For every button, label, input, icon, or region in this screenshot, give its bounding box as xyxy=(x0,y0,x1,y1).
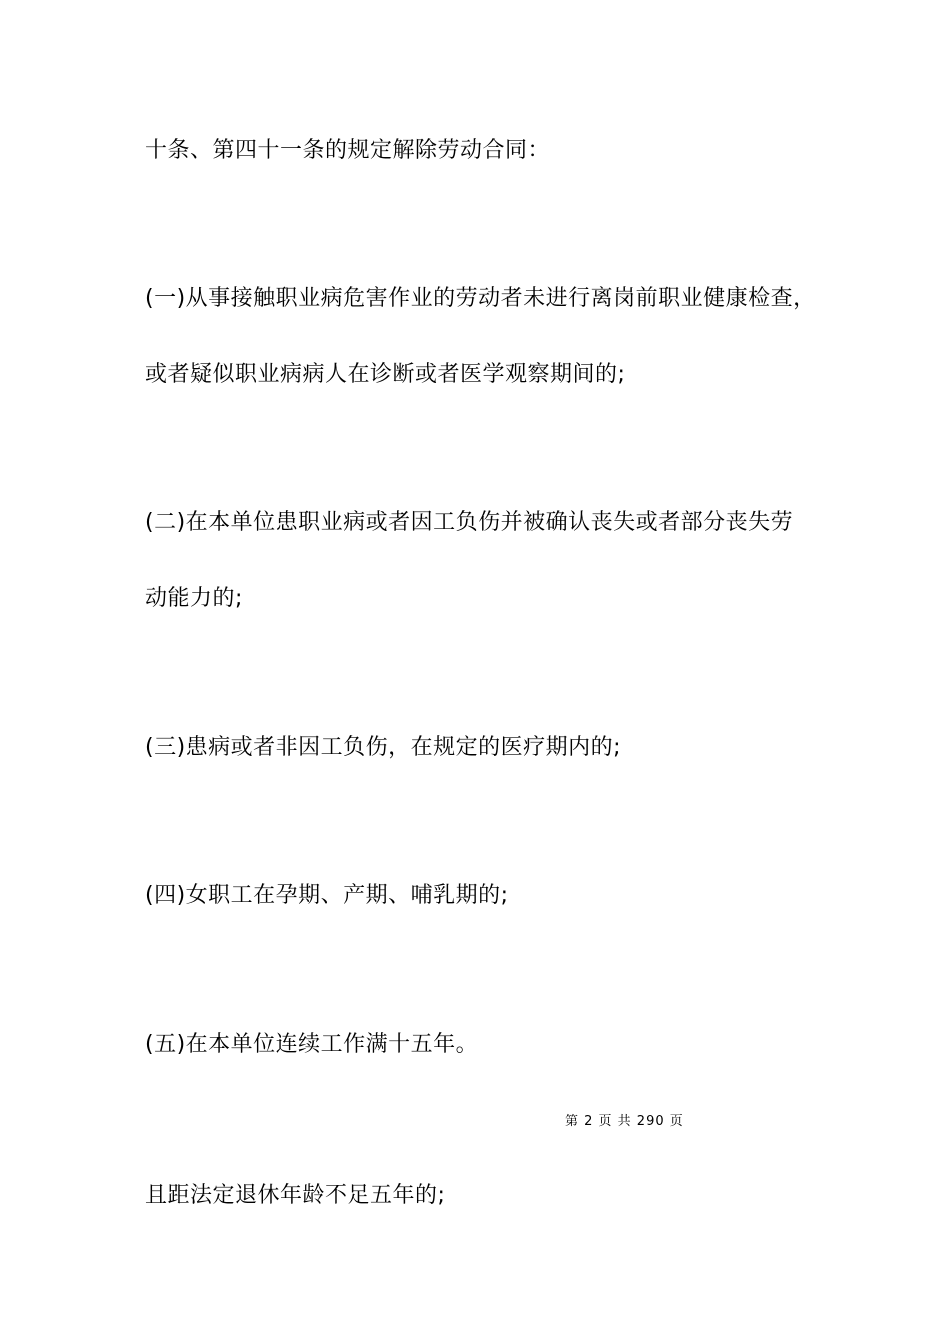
text-line: (一)从事接触职业病危害作业的劳动者未进行离岗前职业健康检查， xyxy=(145,286,816,311)
text-line: (三)患病或者非因工负伤，在规定的医疗期内的; xyxy=(145,735,622,760)
text-line: 十条、第四十一条的规定解除劳动合同： xyxy=(145,138,551,163)
text-line: (五)在本单位连续工作满十五年。 xyxy=(145,1032,479,1057)
text-line: 或者疑似职业病病人在诊断或者医学观察期间的; xyxy=(145,362,626,387)
text-line: (二)在本单位患职业病或者因工负伤并被确认丧失或者部分丧失劳 xyxy=(145,510,794,535)
text-line: 动能力的; xyxy=(145,586,243,611)
page-number-footer: 第 2 页 共 290 页 xyxy=(565,1114,684,1129)
text-line: 且距法定退休年龄不足五年的; xyxy=(145,1183,446,1208)
text-line: (四)女职工在孕期、产期、哺乳期的; xyxy=(145,883,509,908)
